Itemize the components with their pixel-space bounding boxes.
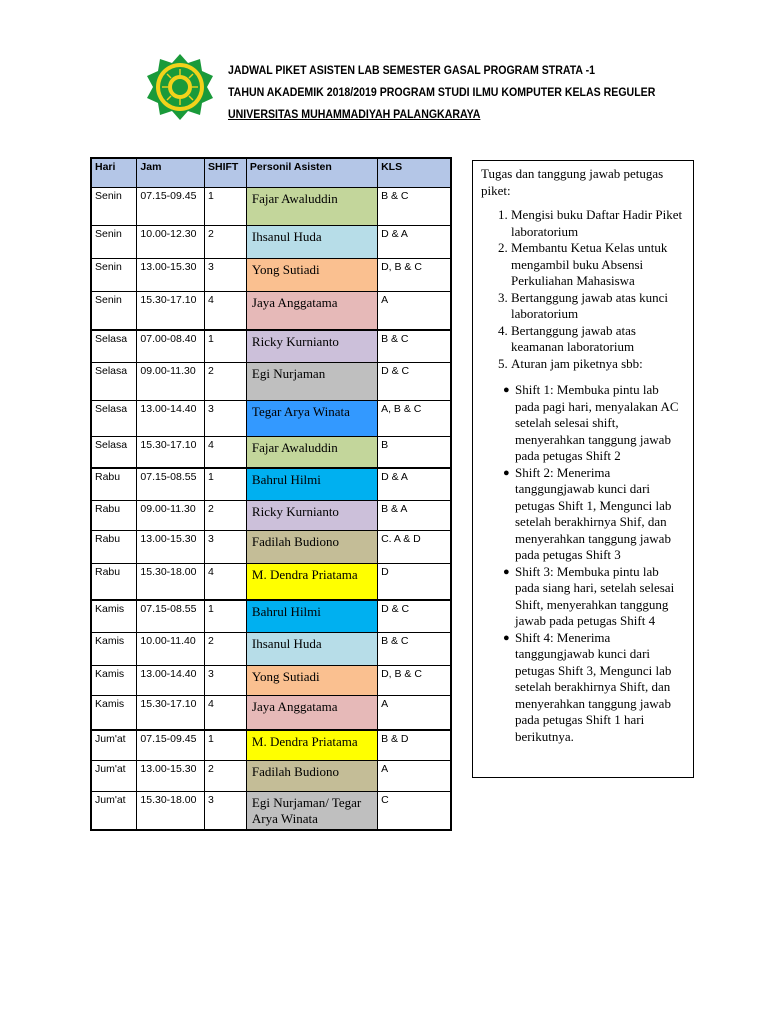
header-subtitle: TAHUN AKADEMIK 2018/2019 PROGRAM STUDI ILMU KOMPUTER KELAS REGULER	[228, 87, 656, 99]
shift-rule-text: Shift 4: Menerima tanggungjawab kunci dari petugas Shift 3, Mengunci lab setelah berakhirnya Shift, dan menyerahkan tanggung jawab pada petugas Shift 1 hari berikutnya.	[515, 629, 672, 744]
cell-personil: Tegar Arya Winata	[246, 401, 377, 437]
cell-shift: 2	[204, 363, 246, 401]
cell-kls: D, B & C	[378, 259, 451, 292]
document-header	[228, 60, 656, 126]
cell-shift: 3	[204, 531, 246, 564]
cell-hari: Selasa	[91, 437, 137, 468]
cell-personil: Yong Sutiadi	[246, 666, 377, 696]
cell-hari: Senin	[91, 292, 137, 330]
duty-item: 3. Bertanggung jawab atas kunci laboratorium	[511, 290, 685, 323]
cell-kls: B	[378, 437, 451, 468]
col-header-kls: KLS	[378, 158, 451, 188]
cell-kls: D & A	[378, 226, 451, 259]
cell-shift: 1	[204, 330, 246, 363]
cell-kls: B & A	[378, 501, 451, 531]
table-row	[91, 259, 451, 292]
cell-jam: 07.15-09.45	[137, 730, 205, 761]
cell-shift: 4	[204, 696, 246, 730]
cell-hari: Jum'at	[91, 730, 137, 761]
schedule-body	[91, 188, 451, 830]
table-row	[91, 696, 451, 730]
cell-kls: A	[378, 696, 451, 730]
cell-jam: 10.00-11.40	[137, 633, 205, 666]
cell-hari: Rabu	[91, 468, 137, 501]
table-row	[91, 531, 451, 564]
cell-hari: Kamis	[91, 696, 137, 730]
shift-rules-list	[481, 382, 685, 745]
table-row	[91, 792, 451, 830]
col-header-shift: SHIFT	[204, 158, 246, 188]
cell-jam: 15.30-18.00	[137, 564, 205, 600]
cell-kls: D	[378, 564, 451, 600]
table-row	[91, 468, 451, 501]
cell-personil: Ihsanul Huda	[246, 226, 377, 259]
cell-hari: Senin	[91, 259, 137, 292]
table-row	[91, 501, 451, 531]
cell-jam: 13.00-15.30	[137, 531, 205, 564]
cell-kls: D & A	[378, 468, 451, 501]
header-title: JADWAL PIKET ASISTEN LAB SEMESTER GASAL PROGRAM STRATA -1	[228, 65, 595, 77]
cell-jam: 15.30-17.10	[137, 292, 205, 330]
cell-jam: 10.00-12.30	[137, 226, 205, 259]
shift-rule-text: Shift 3: Membuka pintu lab pada siang hari, setelah selesai Shift, menyerahkan tanggung jawab pada petugas Shift 4	[515, 563, 675, 628]
cell-personil: Bahrul Hilmi	[246, 600, 377, 633]
cell-personil: Fajar Awaluddin	[246, 437, 377, 468]
cell-kls: D, B & C	[378, 666, 451, 696]
table-row	[91, 401, 451, 437]
cell-kls: A	[378, 292, 451, 330]
col-header-personil: Personil Asisten	[246, 158, 377, 188]
cell-personil: M. Dendra Priatama	[246, 730, 377, 761]
cell-shift: 3	[204, 401, 246, 437]
table-row	[91, 730, 451, 761]
cell-shift: 2	[204, 633, 246, 666]
table-row	[91, 600, 451, 633]
cell-shift: 4	[204, 292, 246, 330]
cell-personil: Fajar Awaluddin	[246, 188, 377, 226]
cell-shift: 3	[204, 666, 246, 696]
shift-rule-item	[503, 629, 685, 746]
cell-personil: M. Dendra Priatama	[246, 564, 377, 600]
cell-shift: 3	[204, 792, 246, 830]
duty-item: 5. Aturan jam piketnya sbb:	[511, 356, 685, 373]
bullet-icon: ●	[503, 466, 510, 479]
cell-personil: Fadilah Budiono	[246, 761, 377, 792]
cell-jam: 15.30-17.10	[137, 437, 205, 468]
cell-hari: Jum'at	[91, 792, 137, 830]
cell-jam: 07.15-08.55	[137, 600, 205, 633]
cell-kls: A	[378, 761, 451, 792]
duty-item: 1. Mengisi buku Daftar Hadir Piket laboratorium	[511, 207, 685, 240]
cell-hari: Selasa	[91, 363, 137, 401]
table-row	[91, 226, 451, 259]
cell-kls: B & C	[378, 633, 451, 666]
cell-kls: B & D	[378, 730, 451, 761]
cell-personil: Fadilah Budiono	[246, 531, 377, 564]
table-row	[91, 564, 451, 600]
duties-list	[481, 207, 685, 372]
shift-rule-item	[503, 563, 685, 630]
header-university: UNIVERSITAS MUHAMMADIYAH PALANGKARAYA	[228, 109, 481, 121]
duties-box	[472, 160, 694, 778]
cell-shift: 3	[204, 259, 246, 292]
cell-jam: 15.30-18.00	[137, 792, 205, 830]
cell-jam: 09.00-11.30	[137, 501, 205, 531]
cell-kls: D & C	[378, 363, 451, 401]
cell-jam: 09.00-11.30	[137, 363, 205, 401]
cell-hari: Senin	[91, 188, 137, 226]
cell-shift: 4	[204, 564, 246, 600]
bullet-icon: ●	[503, 565, 510, 578]
cell-personil: Egi Nurjaman/ Tegar Arya Winata	[246, 792, 377, 830]
shift-rule-item	[503, 464, 685, 564]
cell-hari: Jum'at	[91, 761, 137, 792]
cell-jam: 13.00-15.30	[137, 761, 205, 792]
cell-hari: Kamis	[91, 600, 137, 633]
cell-kls: A, B & C	[378, 401, 451, 437]
university-seal-icon	[146, 53, 214, 121]
shift-rule-text: Shift 1: Membuka pintu lab pada pagi hari, menyalakan AC setelah selesai shift, menyerahkan tanggung jawab pada petugas Shift 2	[515, 382, 679, 463]
cell-hari: Kamis	[91, 633, 137, 666]
bullet-icon: ●	[503, 631, 510, 644]
col-header-jam: Jam	[137, 158, 205, 188]
cell-jam: 07.15-09.45	[137, 188, 205, 226]
cell-shift: 2	[204, 501, 246, 531]
cell-hari: Kamis	[91, 666, 137, 696]
cell-personil: Yong Sutiadi	[246, 259, 377, 292]
col-header-hari: Hari	[91, 158, 137, 188]
bullet-icon: ●	[503, 384, 510, 396]
cell-jam: 15.30-17.10	[137, 696, 205, 730]
cell-kls: B & C	[378, 330, 451, 363]
table-row	[91, 292, 451, 330]
cell-hari: Rabu	[91, 564, 137, 600]
cell-shift: 1	[204, 188, 246, 226]
cell-shift: 2	[204, 226, 246, 259]
cell-hari: Selasa	[91, 330, 137, 363]
table-row	[91, 330, 451, 363]
cell-jam: 13.00-15.30	[137, 259, 205, 292]
cell-personil: Ricky Kurnianto	[246, 330, 377, 363]
cell-personil: Ricky Kurnianto	[246, 501, 377, 531]
shift-rule-text: Shift 2: Menerima tanggungjawab kunci dari petugas Shift 1, Mengunci lab setelah berakhirnya Shif, dan menyerahkan tanggung jawab pada petugas Shift 3	[515, 464, 672, 562]
cell-shift: 2	[204, 761, 246, 792]
duties-intro: Tugas dan tanggung jawab petugas piket:	[481, 166, 664, 198]
table-row	[91, 633, 451, 666]
cell-jam: 07.00-08.40	[137, 330, 205, 363]
cell-shift: 4	[204, 437, 246, 468]
cell-kls: C. A & D	[378, 531, 451, 564]
table-row	[91, 437, 451, 468]
cell-hari: Rabu	[91, 501, 137, 531]
cell-personil: Jaya Anggatama	[246, 696, 377, 730]
university-logo	[146, 53, 214, 121]
cell-hari: Rabu	[91, 531, 137, 564]
table-row	[91, 188, 451, 226]
cell-jam: 07.15-08.55	[137, 468, 205, 501]
table-header-row	[91, 158, 451, 188]
cell-kls: D & C	[378, 600, 451, 633]
schedule-table	[90, 157, 452, 831]
cell-jam: 13.00-14.40	[137, 666, 205, 696]
cell-hari: Senin	[91, 226, 137, 259]
cell-shift: 1	[204, 730, 246, 761]
duty-item: 2. Membantu Ketua Kelas untuk mengambil buku Absensi Perkuliahan Mahasiswa	[511, 240, 685, 290]
cell-kls: B & C	[378, 188, 451, 226]
cell-hari: Selasa	[91, 401, 137, 437]
cell-shift: 1	[204, 468, 246, 501]
cell-shift: 1	[204, 600, 246, 633]
cell-personil: Ihsanul Huda	[246, 633, 377, 666]
duty-item: 4. Bertanggung jawab atas keamanan laboratorium	[511, 323, 685, 356]
cell-kls: C	[378, 792, 451, 830]
cell-personil: Jaya Anggatama	[246, 292, 377, 330]
cell-personil: Egi Nurjaman	[246, 363, 377, 401]
table-row	[91, 666, 451, 696]
table-row	[91, 363, 451, 401]
cell-jam: 13.00-14.40	[137, 401, 205, 437]
cell-personil: Bahrul Hilmi	[246, 468, 377, 501]
shift-rule-item	[503, 382, 685, 465]
table-row	[91, 761, 451, 792]
